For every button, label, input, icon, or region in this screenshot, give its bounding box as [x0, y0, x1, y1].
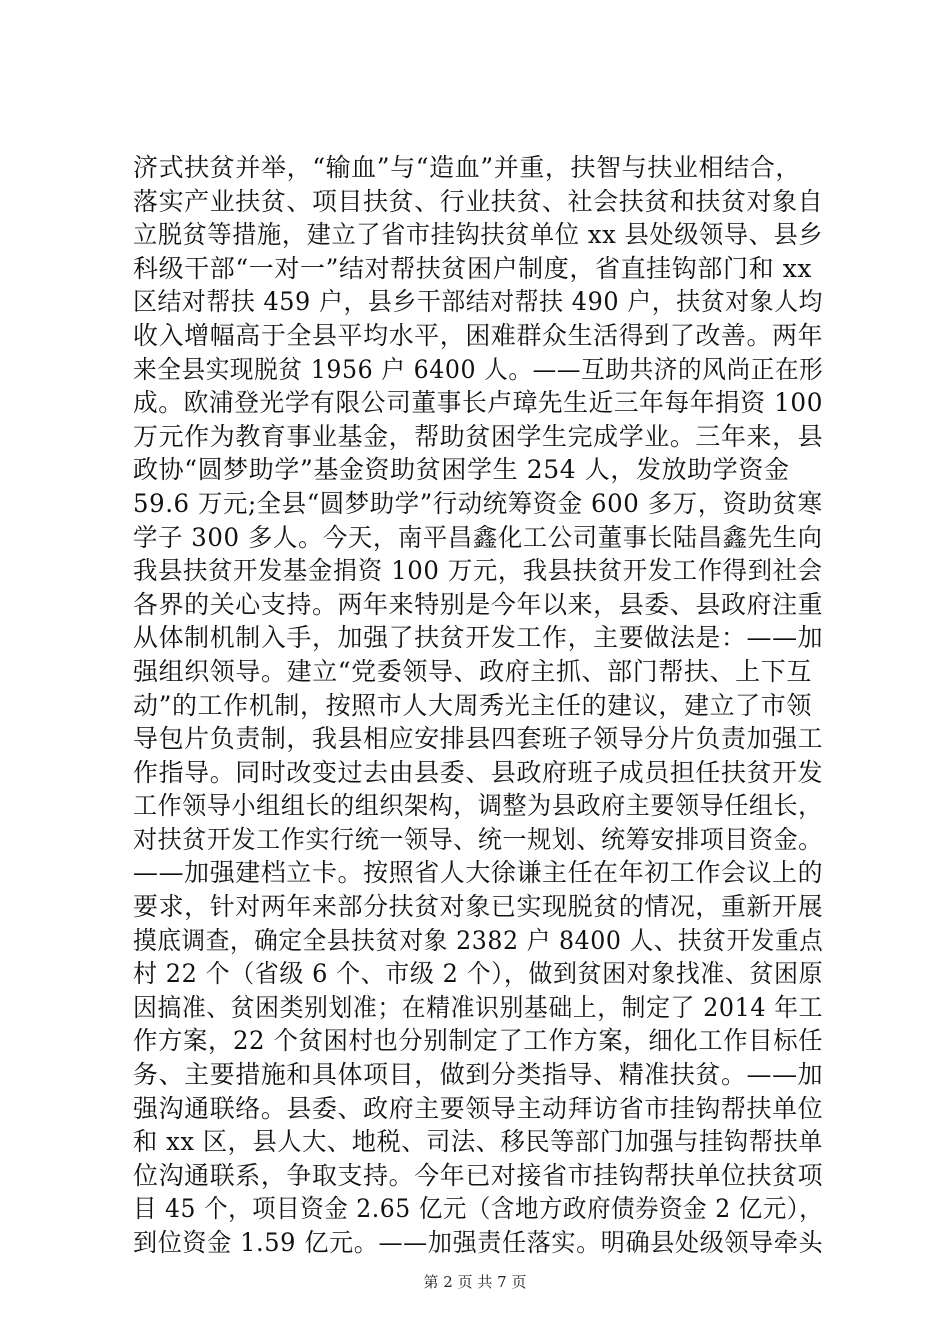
- text-line: 务、主要措施和具体项目，做到分类指导、精准扶贫。——加: [133, 1060, 824, 1090]
- text-line: 目 45 个，项目资金 2.65 亿元（含地方政府债券资金 2 亿元），: [133, 1194, 824, 1224]
- text-line: 到位资金 1.59 亿元。——加强责任落实。明确县处级领导牵头: [133, 1228, 824, 1257]
- text-line: 我县扶贫开发基金捐资 100 万元，我县扶贫开发工作得到社会: [133, 556, 823, 586]
- text-line: 摸底调查，确定全县扶贫对象 2382 户 8400 人、扶贫开发重点: [133, 925, 824, 955]
- text-line: 作指导。同时改变过去由县委、县政府班子成员担任扶贫开发: [133, 757, 824, 787]
- text-line: 区结对帮扶 459 户，县乡干部结对帮扶 490 户，扶贫对象人均: [133, 287, 824, 317]
- text-line: 立脱贫等措施，建立了省市挂钩扶贫单位 xx 县处级领导、县乡: [133, 220, 824, 250]
- text-line: 科级干部“一对一”结对帮扶贫困户制度，省直挂钩部门和 xx: [133, 253, 813, 283]
- text-line: 从体制机制入手，加强了扶贫开发工作，主要做法是：——加: [133, 623, 824, 653]
- text-line: 来全县实现脱贫 1956 户 6400 人。——互助共济的风尚正在形: [133, 354, 824, 384]
- text-line: 对扶贫开发工作实行统一领导、统一规划、统筹安排项目资金。: [133, 824, 823, 854]
- text-line: 各界的关心支持。两年来特别是今年以来，县委、县政府注重: [133, 589, 824, 619]
- page-footer: 第 2 页 共 7 页: [423, 1273, 527, 1291]
- text-line: 学子 300 多人。今天，南平昌鑫化工公司董事长陆昌鑫先生向: [133, 522, 823, 552]
- text-line: 万元作为教育事业基金，帮助贫困学生完成学业。三年来，县: [133, 421, 824, 451]
- text-line: 工作领导小组组长的组织架构，调整为县政府主要领导任组长，: [133, 791, 823, 821]
- text-line: 村 22 个（省级 6 个、市级 2 个），做到贫困对象找准、贫困原: [133, 959, 824, 989]
- text-line: 落实产业扶贫、项目扶贫、行业扶贫、社会扶贫和扶贫对象自: [133, 186, 824, 216]
- body-text: [133, 151, 823, 1260]
- text-line: 位沟通联系，争取支持。今年已对接省市挂钩帮扶单位扶贫项: [133, 1160, 824, 1190]
- text-line: 济式扶贫并举，“输血”与“造血”并重，扶智与扶业相结合，: [133, 153, 801, 182]
- text-line: 收入增幅高于全县平均水平，困难群众生活得到了改善。两年: [133, 320, 824, 350]
- text-line: 强组织领导。建立“党委领导、政府主抓、部门帮扶、上下互: [133, 656, 812, 686]
- text-line: ——加强建档立卡。按照省人大徐谦主任在年初工作会议上的: [133, 858, 824, 888]
- text-line: 和 xx 区，县人大、地税、司法、移民等部门加强与挂钩帮扶单: [133, 1127, 824, 1157]
- text-line: 因搞准、贫困类别划准；在精准识别基础上，制定了 2014 年工: [133, 992, 824, 1022]
- text-line: 成。欧浦登光学有限公司董事长卢璋先生近三年每年捐资 100: [133, 388, 824, 418]
- text-line: 要求，针对两年来部分扶贫对象已实现脱贫的情况，重新开展: [133, 892, 824, 922]
- text-line: 政协“圆梦助学”基金资助贫困学生 254 人，发放助学资金: [133, 455, 790, 485]
- text-line: 强沟通联络。县委、政府主要领导主动拜访省市挂钩帮扶单位: [133, 1093, 824, 1123]
- text-line: 导包片负责制，我县相应安排县四套班子领导分片负责加强工: [133, 724, 824, 754]
- text-line: 作方案，22 个贫困村也分别制定了工作方案，细化工作目标任: [133, 1026, 824, 1056]
- text-line: 动”的工作机制，按照市人大周秀光主任的建议，建立了市领: [133, 690, 812, 720]
- text-line: 59.6 万元;全县“圆梦助学”行动统筹资金 600 多万，资助贫寒: [133, 488, 823, 518]
